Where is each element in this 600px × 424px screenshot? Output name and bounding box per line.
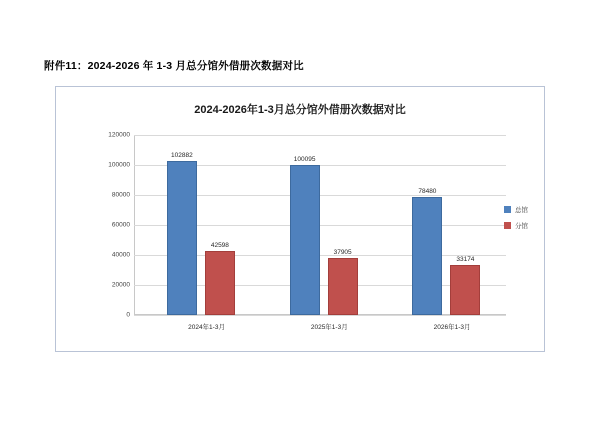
bar-group bbox=[272, 135, 387, 331]
bar-total-2024[interactable] bbox=[167, 151, 197, 315]
y-axis-tick-label: 40000 bbox=[111, 251, 130, 259]
y-axis-tick-label: 20000 bbox=[111, 281, 130, 289]
bar-value-label: 37905 bbox=[333, 249, 352, 257]
bar-group bbox=[394, 135, 509, 331]
y-axis-tick-label: 120000 bbox=[108, 131, 130, 139]
chart-container bbox=[55, 86, 545, 352]
y-axis-tick-label: 0 bbox=[126, 311, 130, 319]
legend-swatch-icon bbox=[504, 222, 511, 229]
document-caption: 附件11：2024-2026 年 1-3 月总分馆外借册次数据对比 bbox=[44, 60, 304, 72]
bar-total-2026[interactable] bbox=[412, 188, 442, 315]
chart-legend bbox=[504, 205, 528, 237]
bar-group bbox=[149, 135, 264, 331]
legend-label: 总馆 bbox=[515, 207, 528, 214]
bar-branch-2024[interactable] bbox=[205, 242, 235, 315]
legend-item-branch[interactable] bbox=[504, 221, 528, 230]
y-axis-tick-label: 60000 bbox=[111, 221, 130, 229]
x-axis-tick-label: 2024年1-3月 bbox=[188, 324, 225, 331]
bar-value-label: 42598 bbox=[210, 242, 229, 250]
y-axis-tick-label: 80000 bbox=[111, 191, 130, 199]
legend-label: 分馆 bbox=[515, 223, 528, 230]
legend-swatch-icon bbox=[504, 206, 511, 213]
x-axis-tick-label: 2025年1-3月 bbox=[310, 324, 348, 331]
bar-value-label: 100095 bbox=[293, 155, 316, 163]
bar-value-label: 33174 bbox=[456, 256, 475, 264]
x-axis-tick-label: 2026年1-3月 bbox=[433, 324, 471, 331]
bar-total-2025[interactable] bbox=[290, 155, 320, 315]
bar-branch-2026[interactable] bbox=[450, 256, 480, 315]
legend-item-total[interactable] bbox=[504, 205, 528, 214]
plot-area bbox=[108, 131, 506, 331]
bar-value-label: 78480 bbox=[418, 188, 437, 196]
bar-value-label: 102882 bbox=[171, 151, 193, 159]
y-axis-tick-label: 100000 bbox=[108, 161, 130, 169]
bar-branch-2025[interactable] bbox=[328, 249, 358, 315]
gridline bbox=[126, 311, 506, 319]
chart-title: 2024-2026年1-3月总分馆外借册次数据对比 bbox=[194, 104, 406, 116]
